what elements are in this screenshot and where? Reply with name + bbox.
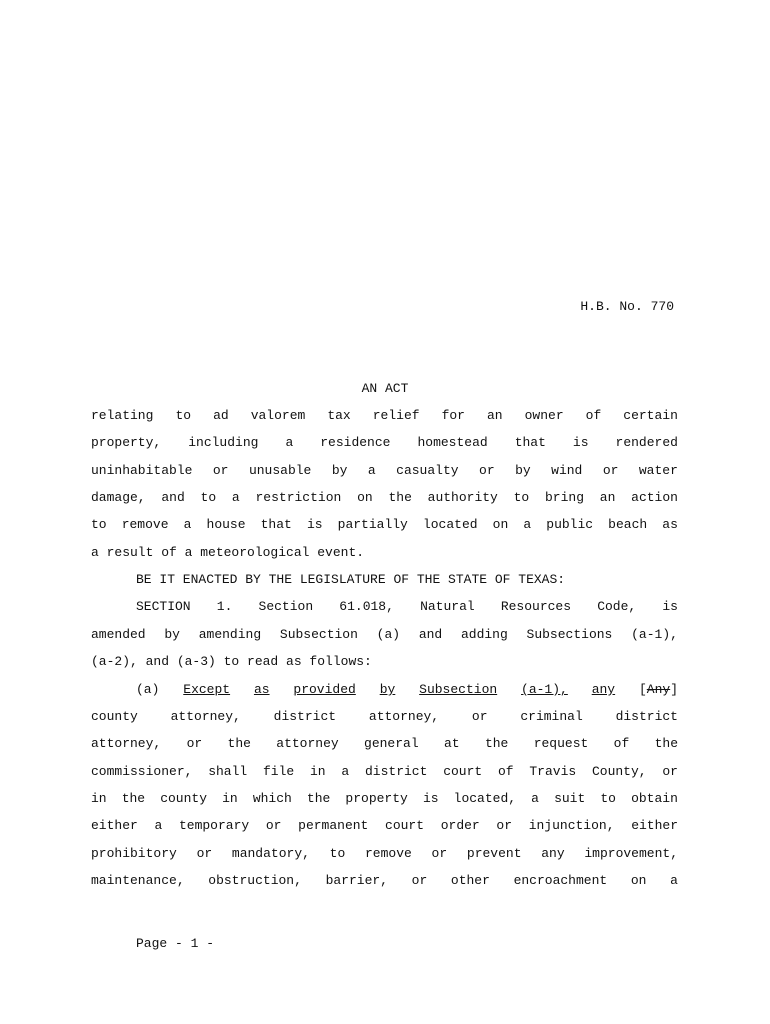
body-line — [91, 736, 678, 752]
inserted-word: as — [253, 682, 270, 697]
word: house — [206, 517, 246, 532]
word: or — [602, 463, 619, 478]
word: court — [443, 764, 483, 779]
word: County, — [591, 764, 647, 779]
page-footer: Page - 1 - — [136, 936, 215, 951]
word: action — [631, 490, 678, 505]
word: encroachment — [513, 873, 608, 888]
word: a — [231, 490, 240, 505]
inserted-word: any — [591, 682, 616, 697]
word: Code, — [597, 599, 637, 614]
word: either — [631, 818, 678, 833]
word: of — [585, 408, 602, 423]
word: Subsection — [279, 627, 358, 642]
word: request — [533, 736, 589, 751]
word: or — [265, 818, 282, 833]
word: improvement, — [584, 846, 678, 861]
word: obstruction, — [208, 873, 302, 888]
word: Natural — [420, 599, 475, 614]
word: commissioner, — [91, 764, 193, 779]
word: obtain — [631, 791, 678, 806]
body-line: (a-2), and (a-3) to read as follows: — [91, 654, 372, 669]
body-line — [91, 764, 678, 780]
word: of — [497, 764, 514, 779]
word: 61.018, — [339, 599, 394, 614]
word: a — [531, 791, 539, 806]
body-line — [91, 873, 678, 889]
word: barrier, — [325, 873, 388, 888]
word: wind — [551, 463, 583, 478]
word: bring — [545, 490, 585, 505]
body-line: a result of a meteorological event. — [91, 545, 365, 560]
word: general — [364, 736, 419, 751]
word: (a) — [136, 682, 160, 697]
body-line — [91, 709, 678, 725]
word: as — [662, 517, 678, 532]
word: amended — [91, 627, 146, 642]
word: located, — [453, 791, 517, 806]
struck-text: Any — [646, 682, 671, 697]
word: for — [441, 408, 465, 423]
word: property, — [91, 435, 162, 450]
word: or — [212, 463, 229, 478]
word: SECTION — [136, 599, 191, 614]
word: is — [662, 599, 678, 614]
word: and — [161, 490, 185, 505]
word: to — [329, 846, 346, 861]
word: to — [513, 490, 530, 505]
word: injunction, — [528, 818, 615, 833]
word: residence — [320, 435, 391, 450]
word: by — [515, 463, 531, 478]
word: any — [541, 846, 565, 861]
body-line — [91, 846, 678, 862]
word: the — [654, 736, 678, 751]
word: attorney, — [170, 709, 241, 724]
word: on — [357, 490, 373, 505]
body-line — [136, 599, 678, 615]
word: other — [450, 873, 490, 888]
word: beach — [608, 517, 648, 532]
word: shall — [208, 764, 248, 779]
word: attorney, — [368, 709, 440, 724]
word: is — [572, 435, 589, 450]
word: water — [638, 463, 678, 478]
word: remove — [121, 517, 169, 532]
word: adding — [460, 627, 508, 642]
word: property — [345, 791, 408, 806]
bill-number: H.B. No. 770 — [580, 299, 674, 314]
word: the — [306, 791, 331, 806]
word: the — [388, 490, 412, 505]
word: (a) — [376, 627, 401, 642]
word: prohibitory — [91, 846, 177, 861]
word: Travis — [529, 764, 577, 779]
word: district — [364, 764, 428, 779]
word: public — [546, 517, 594, 532]
inserted-word: provided — [293, 682, 356, 697]
word: maintenance, — [91, 873, 185, 888]
word: file — [263, 764, 295, 779]
word: or — [471, 709, 488, 724]
word: order — [440, 818, 480, 833]
inserted-word: by — [379, 682, 396, 697]
word: to — [200, 490, 217, 505]
word: is — [306, 517, 323, 532]
word: in — [91, 791, 107, 806]
word: uninhabitable — [91, 463, 193, 478]
body-line — [91, 818, 678, 834]
word: Subsections — [526, 627, 613, 642]
body-line — [91, 408, 678, 424]
word: unusable — [248, 463, 312, 478]
bracket: ] — [670, 682, 678, 697]
inserted-word: Except — [183, 682, 231, 697]
word: attorney — [276, 736, 339, 751]
word: a — [285, 435, 294, 450]
word: amending — [198, 627, 262, 642]
word: that — [514, 435, 546, 450]
body-line: BE IT ENACTED BY THE LEGISLATURE OF THE STATE OF TEXAS: — [136, 572, 566, 587]
body-line — [91, 435, 678, 451]
inserted-word: (a-1), — [521, 682, 568, 697]
inserted-word: Subsection — [419, 682, 498, 697]
word: on — [630, 873, 647, 888]
word: permanent — [298, 818, 369, 833]
bracketed-deletion: [Any] — [638, 682, 678, 697]
word: rendered — [615, 435, 678, 450]
word: district — [273, 709, 337, 724]
word: by — [164, 627, 180, 642]
word: or — [479, 463, 495, 478]
word: suit — [554, 791, 586, 806]
word: the — [484, 736, 509, 751]
word: or — [186, 736, 203, 751]
act-heading: AN ACT — [361, 381, 409, 396]
body-line — [91, 627, 678, 643]
word: valorem — [250, 408, 306, 423]
word: which — [252, 791, 292, 806]
word: in — [222, 791, 238, 806]
word: ad — [213, 408, 229, 423]
word: to — [175, 408, 192, 423]
word: that — [260, 517, 292, 532]
word: relating — [91, 408, 154, 423]
body-line — [136, 682, 678, 698]
word: a — [367, 463, 376, 478]
word: certain — [623, 408, 678, 423]
word: authority — [427, 490, 498, 505]
word: court — [385, 818, 425, 833]
word: Resources — [500, 599, 572, 614]
word: county — [160, 791, 208, 806]
word: restriction — [255, 490, 342, 505]
word: or — [662, 764, 678, 779]
word: remove — [365, 846, 412, 861]
word: or — [196, 846, 213, 861]
word: prevent — [466, 846, 522, 861]
word: a — [154, 818, 163, 833]
word: is — [422, 791, 439, 806]
word: 1. — [216, 599, 233, 614]
word: located — [422, 517, 478, 532]
word: or — [411, 873, 428, 888]
word: district — [615, 709, 678, 724]
word: or — [431, 846, 448, 861]
word: an — [486, 408, 503, 423]
word: criminal — [520, 709, 583, 724]
body-line — [91, 490, 678, 506]
body-line — [91, 463, 678, 479]
word: in — [310, 764, 326, 779]
word: or — [496, 818, 513, 833]
word: either — [91, 818, 138, 833]
word: partially — [337, 517, 408, 532]
word: relief — [372, 408, 420, 423]
word: (a-1), — [631, 627, 678, 642]
word: a — [670, 873, 678, 888]
word: the — [227, 736, 251, 751]
body-line — [91, 517, 678, 533]
word: a — [341, 764, 350, 779]
word: owner — [524, 408, 564, 423]
word: the — [121, 791, 146, 806]
word: county — [91, 709, 138, 724]
word: an — [599, 490, 616, 505]
word: of — [613, 736, 630, 751]
word: by — [331, 463, 348, 478]
word: Section — [258, 599, 314, 614]
word: on — [492, 517, 509, 532]
word: temporary — [178, 818, 250, 833]
word: to — [91, 517, 107, 532]
word: tax — [327, 408, 351, 423]
word: homestead — [417, 435, 488, 450]
word: including — [188, 435, 259, 450]
word: at — [443, 736, 460, 751]
word: to — [600, 791, 616, 806]
word: a — [183, 517, 192, 532]
word: and — [418, 627, 443, 642]
word: attorney, — [91, 736, 162, 751]
word: casualty — [396, 463, 459, 478]
word: mandatory, — [231, 846, 310, 861]
word: a — [523, 517, 532, 532]
word: damage, — [91, 490, 146, 505]
body-line — [91, 791, 678, 807]
